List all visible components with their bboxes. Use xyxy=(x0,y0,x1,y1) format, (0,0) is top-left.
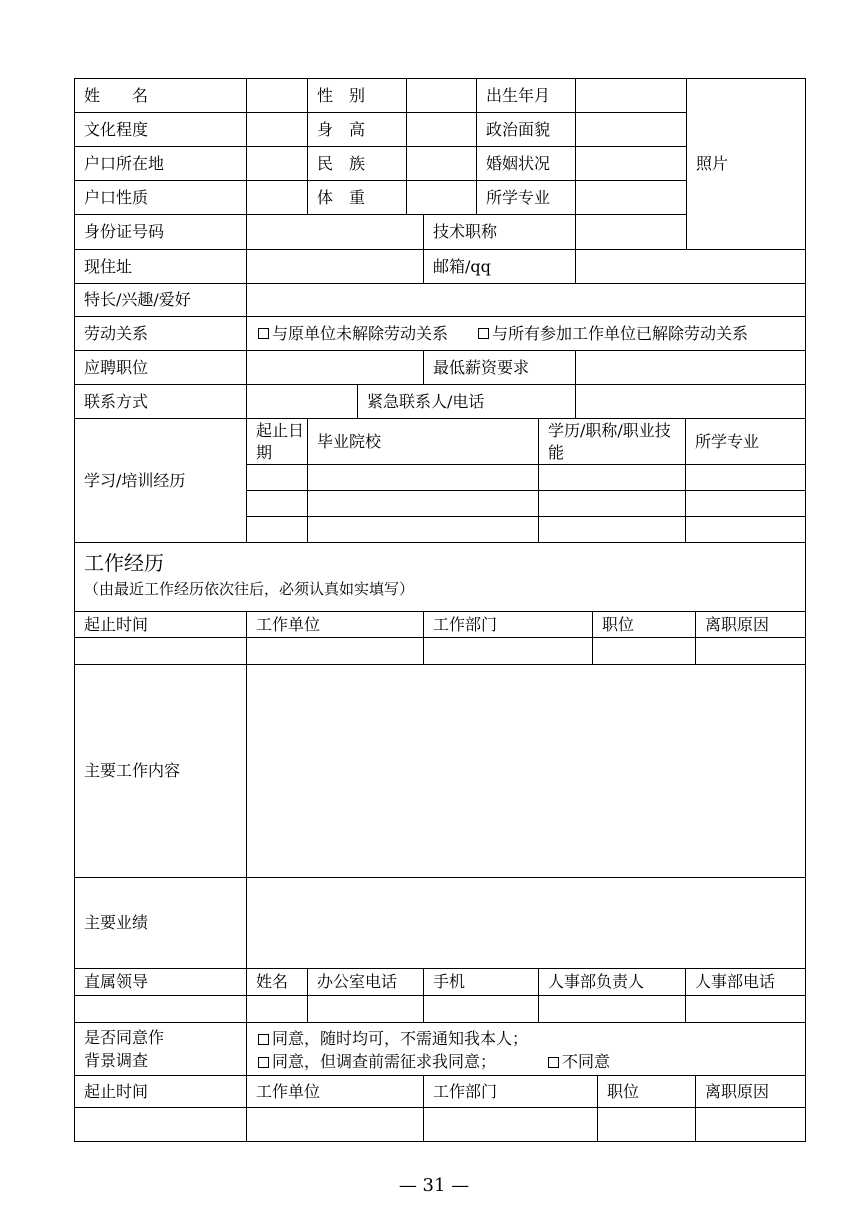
address-label: 现住址 xyxy=(75,250,247,284)
edu-row1-degree[interactable] xyxy=(539,465,686,491)
leader-col-name: 姓名 xyxy=(247,969,308,996)
hukou-type-field[interactable] xyxy=(247,181,308,215)
leader-office-phone-field[interactable] xyxy=(308,996,424,1023)
achievements-label: 主要业绩 xyxy=(75,878,247,969)
work2-time-field[interactable] xyxy=(75,1108,247,1141)
name-field[interactable] xyxy=(247,79,308,113)
checkbox-bg-opt2[interactable] xyxy=(258,1057,269,1068)
direct-leader-label: 直属领导 xyxy=(75,969,247,996)
leader-col-hr-phone: 人事部电话 xyxy=(686,969,805,996)
edu-col-major: 所学专业 xyxy=(686,419,805,465)
edu-row3-major[interactable] xyxy=(686,517,805,543)
leader-mobile-field[interactable] xyxy=(424,996,539,1023)
marital-field[interactable] xyxy=(576,147,687,181)
work2-col-reason: 离职原因 xyxy=(696,1076,805,1108)
work2-col-company: 工作单位 xyxy=(247,1076,424,1108)
edu-row1-school[interactable] xyxy=(308,465,539,491)
work1-dept-field[interactable] xyxy=(424,638,593,665)
email-label: 邮箱/qq xyxy=(424,250,576,284)
work2-dept-field[interactable] xyxy=(424,1108,598,1141)
marital-label: 婚姻状况 xyxy=(477,147,576,181)
major-field[interactable] xyxy=(576,181,687,215)
ethnicity-label: 民 族 xyxy=(308,147,407,181)
id-number-label: 身份证号码 xyxy=(75,215,247,250)
height-field[interactable] xyxy=(407,113,477,147)
leader-col-office-phone: 办公室电话 xyxy=(308,969,424,996)
birth-label: 出生年月 xyxy=(477,79,576,113)
edu-col-school: 毕业院校 xyxy=(308,419,539,465)
min-salary-label: 最低薪资要求 xyxy=(424,351,576,385)
leader-blank xyxy=(75,996,247,1023)
background-check-options xyxy=(247,1023,805,1076)
leader-col-mobile: 手机 xyxy=(424,969,539,996)
weight-label: 体 重 xyxy=(308,181,407,215)
hukou-location-label: 户口所在地 xyxy=(75,147,247,181)
photo-label: 照片 xyxy=(696,154,729,173)
work1-col-reason: 离职原因 xyxy=(696,612,805,638)
work-history-note: （由最近工作经历依次往后，必须认真如实填写） xyxy=(84,580,415,598)
checkbox-labor-opt1[interactable] xyxy=(258,328,269,339)
work2-reason-field[interactable] xyxy=(696,1108,805,1141)
work-history-title: 工作经历 xyxy=(84,551,164,575)
work1-company-field[interactable] xyxy=(247,638,424,665)
work1-position-field[interactable] xyxy=(593,638,696,665)
work2-col-time: 起止时间 xyxy=(75,1076,247,1108)
work2-company-field[interactable] xyxy=(247,1108,424,1141)
edu-row3-date[interactable] xyxy=(247,517,308,543)
hukou-type-label: 户口性质 xyxy=(75,181,247,215)
achievements-field[interactable] xyxy=(247,878,805,969)
edu-row2-degree[interactable] xyxy=(539,491,686,517)
email-field[interactable] xyxy=(576,250,805,284)
gender-field[interactable] xyxy=(407,79,477,113)
bg-opt3-label: 不同意 xyxy=(562,1052,611,1071)
work2-position-field[interactable] xyxy=(598,1108,696,1141)
labor-opt1-label: 与原单位未解除劳动关系 xyxy=(272,323,449,343)
work2-col-dept: 工作部门 xyxy=(424,1076,598,1108)
resume-form xyxy=(74,78,806,1142)
gender-label: 性 别 xyxy=(308,79,407,113)
work1-col-position: 职位 xyxy=(593,612,696,638)
contact-field[interactable] xyxy=(247,385,358,419)
hr-phone-field[interactable] xyxy=(686,996,805,1023)
education-history-label: 学习/培训经历 xyxy=(75,419,247,543)
political-label: 政治面貌 xyxy=(477,113,576,147)
checkbox-bg-opt3[interactable] xyxy=(548,1057,559,1068)
leader-name-field[interactable] xyxy=(247,996,308,1023)
work1-col-company: 工作单位 xyxy=(247,612,424,638)
contact-label: 联系方式 xyxy=(75,385,247,419)
applied-position-field[interactable] xyxy=(247,351,424,385)
work2-col-position: 职位 xyxy=(598,1076,696,1108)
tech-title-label: 技术职称 xyxy=(424,215,576,250)
labor-opt2-label: 与所有参加工作单位已解除劳动关系 xyxy=(492,323,749,343)
edu-col-degree: 学历/职称/职业技能 xyxy=(539,419,686,465)
tech-title-field[interactable] xyxy=(576,215,687,250)
emergency-contact-label: 紧急联系人/电话 xyxy=(358,385,576,419)
leader-col-hr-head: 人事部负责人 xyxy=(539,969,686,996)
work1-col-time: 起止时间 xyxy=(75,612,247,638)
education-level-label: 文化程度 xyxy=(75,113,247,147)
bg-opt1-label: 同意，随时均可，不需通知我本人； xyxy=(272,1029,529,1048)
weight-field[interactable] xyxy=(407,181,477,215)
bg-opt2-label: 同意，但调查前需征求我同意； xyxy=(272,1052,497,1071)
address-field[interactable] xyxy=(247,250,424,284)
labor-relation-options xyxy=(247,317,805,351)
main-work-content-field[interactable] xyxy=(247,665,805,878)
name-label: 姓 名 xyxy=(75,79,247,113)
checkbox-labor-opt2[interactable] xyxy=(478,328,489,339)
edu-row3-school[interactable] xyxy=(308,517,539,543)
main-work-content-label: 主要工作内容 xyxy=(75,665,247,878)
edu-row1-date[interactable] xyxy=(247,465,308,491)
ethnicity-field[interactable] xyxy=(407,147,477,181)
political-field[interactable] xyxy=(576,113,687,147)
emergency-contact-field[interactable] xyxy=(576,385,805,419)
work1-time-field[interactable] xyxy=(75,638,247,665)
labor-relation-label: 劳动关系 xyxy=(75,317,247,351)
background-check-label: 是否同意作背景调查 xyxy=(75,1023,247,1076)
edu-col-date: 起止日期 xyxy=(247,419,308,465)
height-label: 身 高 xyxy=(308,113,407,147)
hukou-location-field[interactable] xyxy=(247,147,308,181)
work1-col-dept: 工作部门 xyxy=(424,612,593,638)
hr-head-field[interactable] xyxy=(539,996,686,1023)
checkbox-bg-opt1[interactable] xyxy=(258,1034,269,1045)
min-salary-field[interactable] xyxy=(576,351,805,385)
birth-field[interactable] xyxy=(576,79,687,113)
applied-position-label: 应聘职位 xyxy=(75,351,247,385)
id-number-field[interactable] xyxy=(247,215,424,250)
edu-row2-date[interactable] xyxy=(247,491,308,517)
page-number: — 31 — xyxy=(398,1175,470,1196)
education-level-field[interactable] xyxy=(247,113,308,147)
work1-reason-field[interactable] xyxy=(696,638,805,665)
edu-row3-degree[interactable] xyxy=(539,517,686,543)
edu-row2-major[interactable] xyxy=(686,491,805,517)
hobby-field[interactable] xyxy=(247,284,805,317)
major-label: 所学专业 xyxy=(477,181,576,215)
hobby-label: 特长/兴趣/爱好 xyxy=(75,284,247,317)
work-history-header xyxy=(75,543,805,612)
photo-box[interactable] xyxy=(687,79,805,250)
edu-row2-school[interactable] xyxy=(308,491,539,517)
edu-row1-major[interactable] xyxy=(686,465,805,491)
